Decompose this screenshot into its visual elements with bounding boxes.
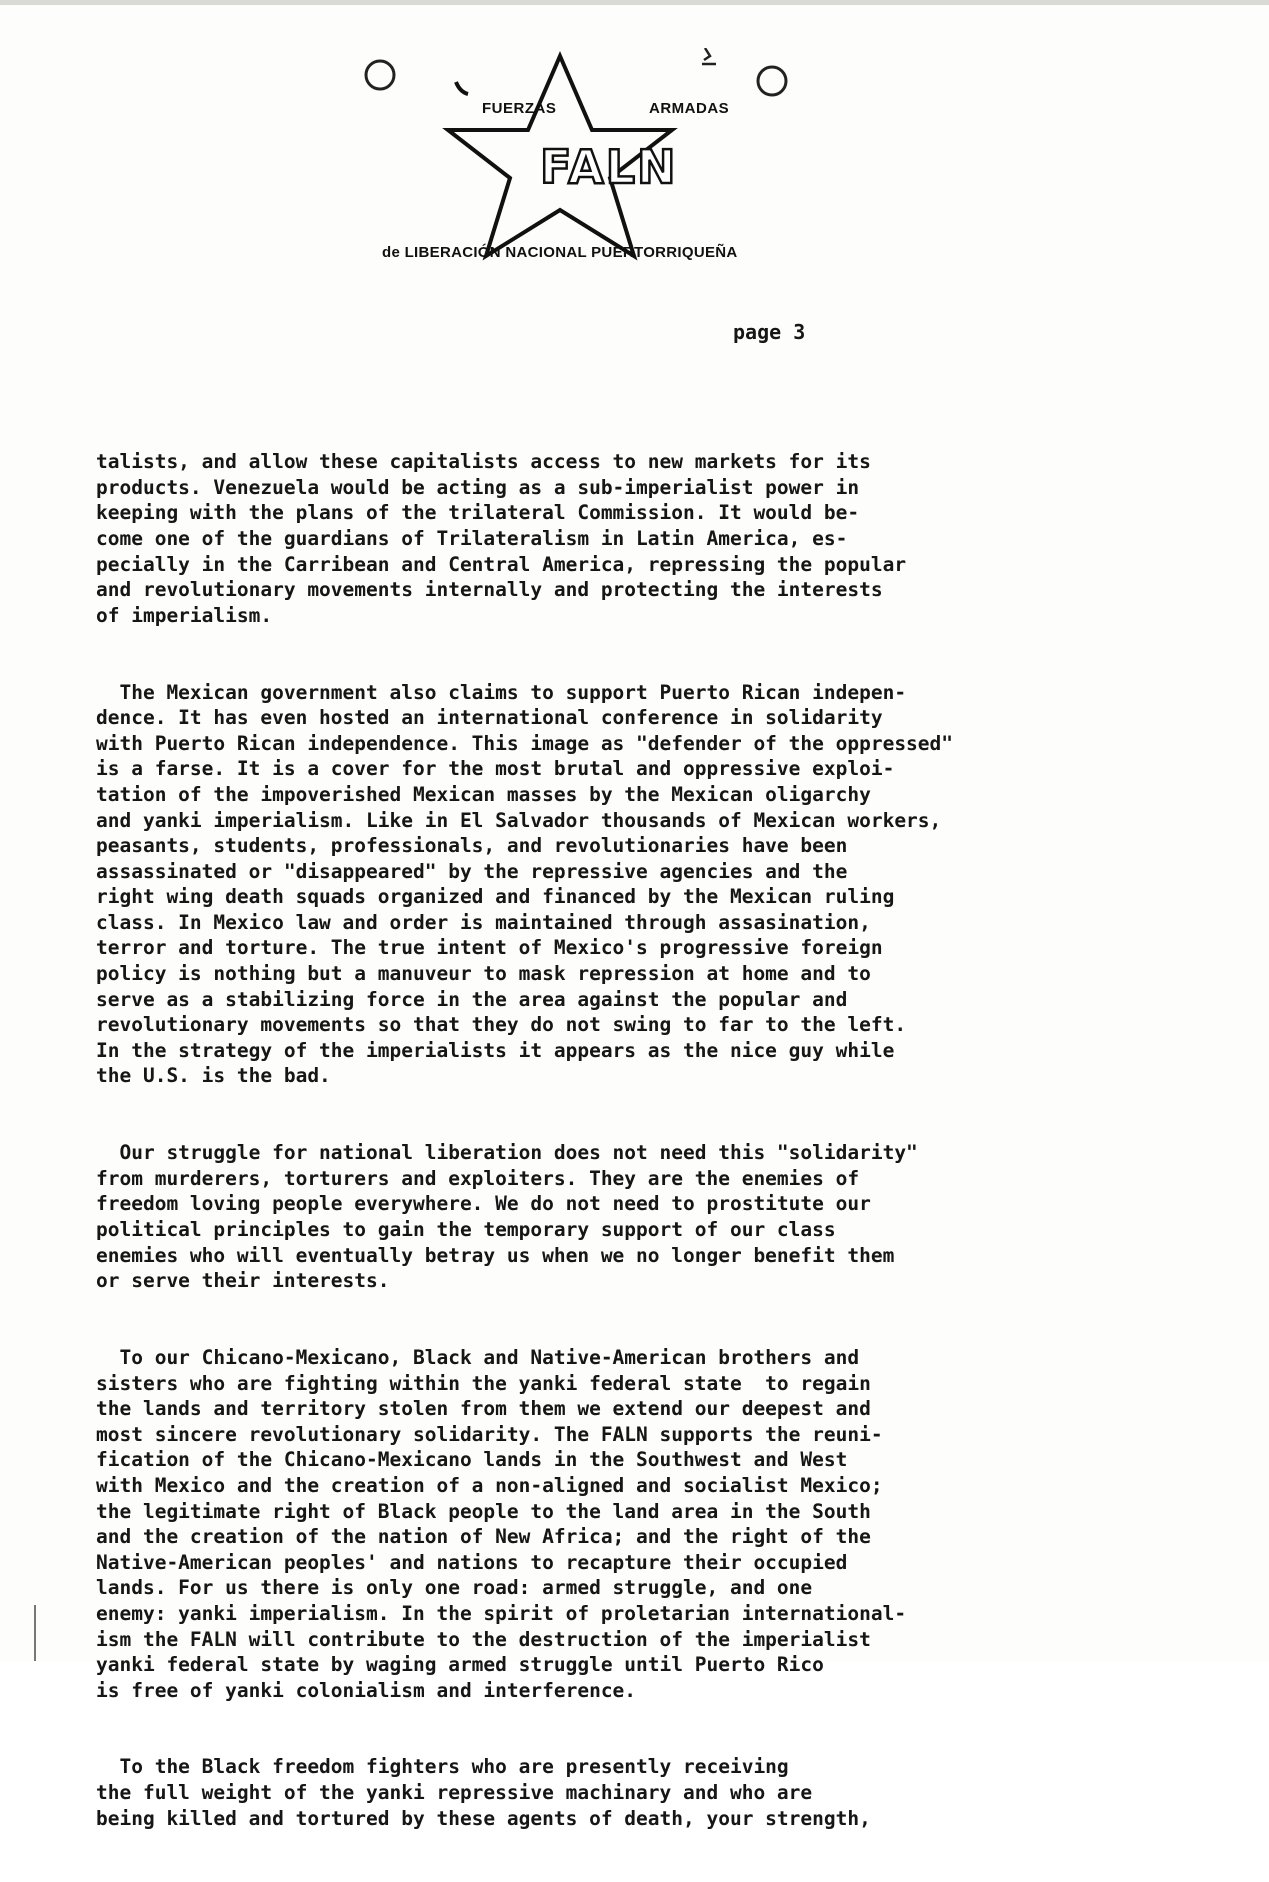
text-line: products. Venezuela would be acting as a sub-imperialist power in [96,475,860,499]
text-line: with Mexico and the creation of a non-aligned and socialist Mexico; [96,1473,883,1497]
text-line: serve as a stabilizing force in the area against the popular and [96,987,848,1011]
margin-mark [34,1605,36,1661]
text-line: In the strategy of the imperialists it appears as the nice guy while [96,1038,895,1062]
right-circle-mark [758,67,786,95]
text-line: terror and torture. The true intent of Mexico's progressive foreign [96,936,883,960]
text-line: Our struggle for national liberation does not need this "solidarity" [96,1141,918,1165]
paragraph-5 [96,1754,1136,1831]
text-line: keeping with the plans of the trilateral Commission. It would be- [96,501,860,525]
text-line: most sincere revolutionary solidarity. The FALN supports the reuni- [96,1422,883,1446]
text-line: with Puerto Rican independence. This image as "defender of the oppressed" [96,731,954,755]
text-line: come one of the guardians of Trilateralism in Latin America, es- [96,526,848,550]
text-line: assassinated or "disappeared" by the repressive agencies and the [96,859,848,883]
text-line: the lands and territory stolen from them we extend our deepest and [96,1397,871,1421]
text-line: yanki federal state by waging armed struggle until Puerto Rico [96,1653,824,1677]
letterhead-armadas: ARMADAS [649,100,730,117]
paragraph-2 [96,680,1136,1090]
scan-top-edge [0,0,1269,5]
text-line: freedom loving people everywhere. We do not need to prostitute our [96,1192,871,1216]
paragraph-3 [96,1140,1136,1294]
text-line: fication of the Chicano-Mexicano lands in the Southwest and West [96,1448,848,1472]
text-line: peasants, students, professionals, and revolutionaries have been [96,834,848,858]
paragraph-1 [96,449,1136,628]
text-line: and the creation of the nation of New Africa; and the right of the [96,1525,871,1549]
left-circle-mark [366,61,394,89]
text-line: talists, and allow these capitalists access to new markets for its [96,450,871,474]
letterhead-acronym: FALN [540,140,678,194]
text-line: To our Chicano-Mexicano, Black and Native-American brothers and [96,1345,860,1369]
text-line: revolutionary movements so that they do not swing to far to the left. [96,1013,907,1037]
text-line: dence. It has even hosted an international conference in solidarity [96,706,883,730]
text-line: policy is nothing but a manuveur to mask repression at home and to [96,962,871,986]
text-line: class. In Mexico law and order is maintained through assasination, [96,910,871,934]
text-line: pecially in the Carribean and Central America, repressing the popular [96,552,907,576]
paragraph-4 [96,1345,1136,1703]
text-line: ism the FALN will contribute to the destruction of the imperialist [96,1627,871,1651]
letterhead-fuerzas: FUERZAS [482,100,557,117]
text-line: from murderers, torturers and exploiters. They are the enemies of [96,1166,860,1190]
text-line: being killed and tortured by these agents of death, your strength, [96,1806,871,1830]
page-number: page 3 [733,320,806,344]
text-line: enemies who will eventually betray us when we no longer benefit them [96,1243,895,1267]
text-line: Native-American peoples' and nations to recapture their occupied [96,1550,848,1574]
text-line: political principles to gain the temporary support of our class [96,1218,836,1241]
text-line: The Mexican government also claims to support Puerto Rican indepen- [96,680,907,704]
text-line: right wing death squads organized and financed by the Mexican ruling [96,885,895,909]
text-line: enemy: yanki imperialism. In the spirit of proletarian international- [96,1601,907,1625]
text-line: and yanki imperialism. Like in El Salvador thousands of Mexican workers, [96,808,942,832]
letterhead-liberacion: de LIBERACIÓN NACIONAL PUERTORRIQUEÑA [382,244,738,261]
text-line: is free of yanki colonialism and interference. [96,1678,637,1702]
text-line: or serve their interests. [96,1269,390,1293]
text-line: the legitimate right of Black people to the land area in the South [96,1499,871,1523]
body-text [96,398,1136,1882]
text-line: the U.S. is the bad. [96,1064,331,1088]
letterhead [360,48,880,268]
text-line: is a farse. It is a cover for the most brutal and oppressive exploi- [96,757,895,781]
text-line: and revolutionary movements internally and protecting the interests [96,578,883,602]
text-line: of imperialism. [96,603,273,627]
text-line: the full weight of the yanki repressive machinary and who are [96,1781,813,1805]
text-line: tation of the impoverished Mexican masses by the Mexican oligarchy [96,782,871,806]
text-line: sisters who are fighting within the yanki federal state to regain [96,1371,871,1395]
text-line: lands. For us there is only one road: armed struggle, and one [96,1576,813,1600]
text-line: To the Black freedom fighters who are presently receiving [96,1755,789,1779]
